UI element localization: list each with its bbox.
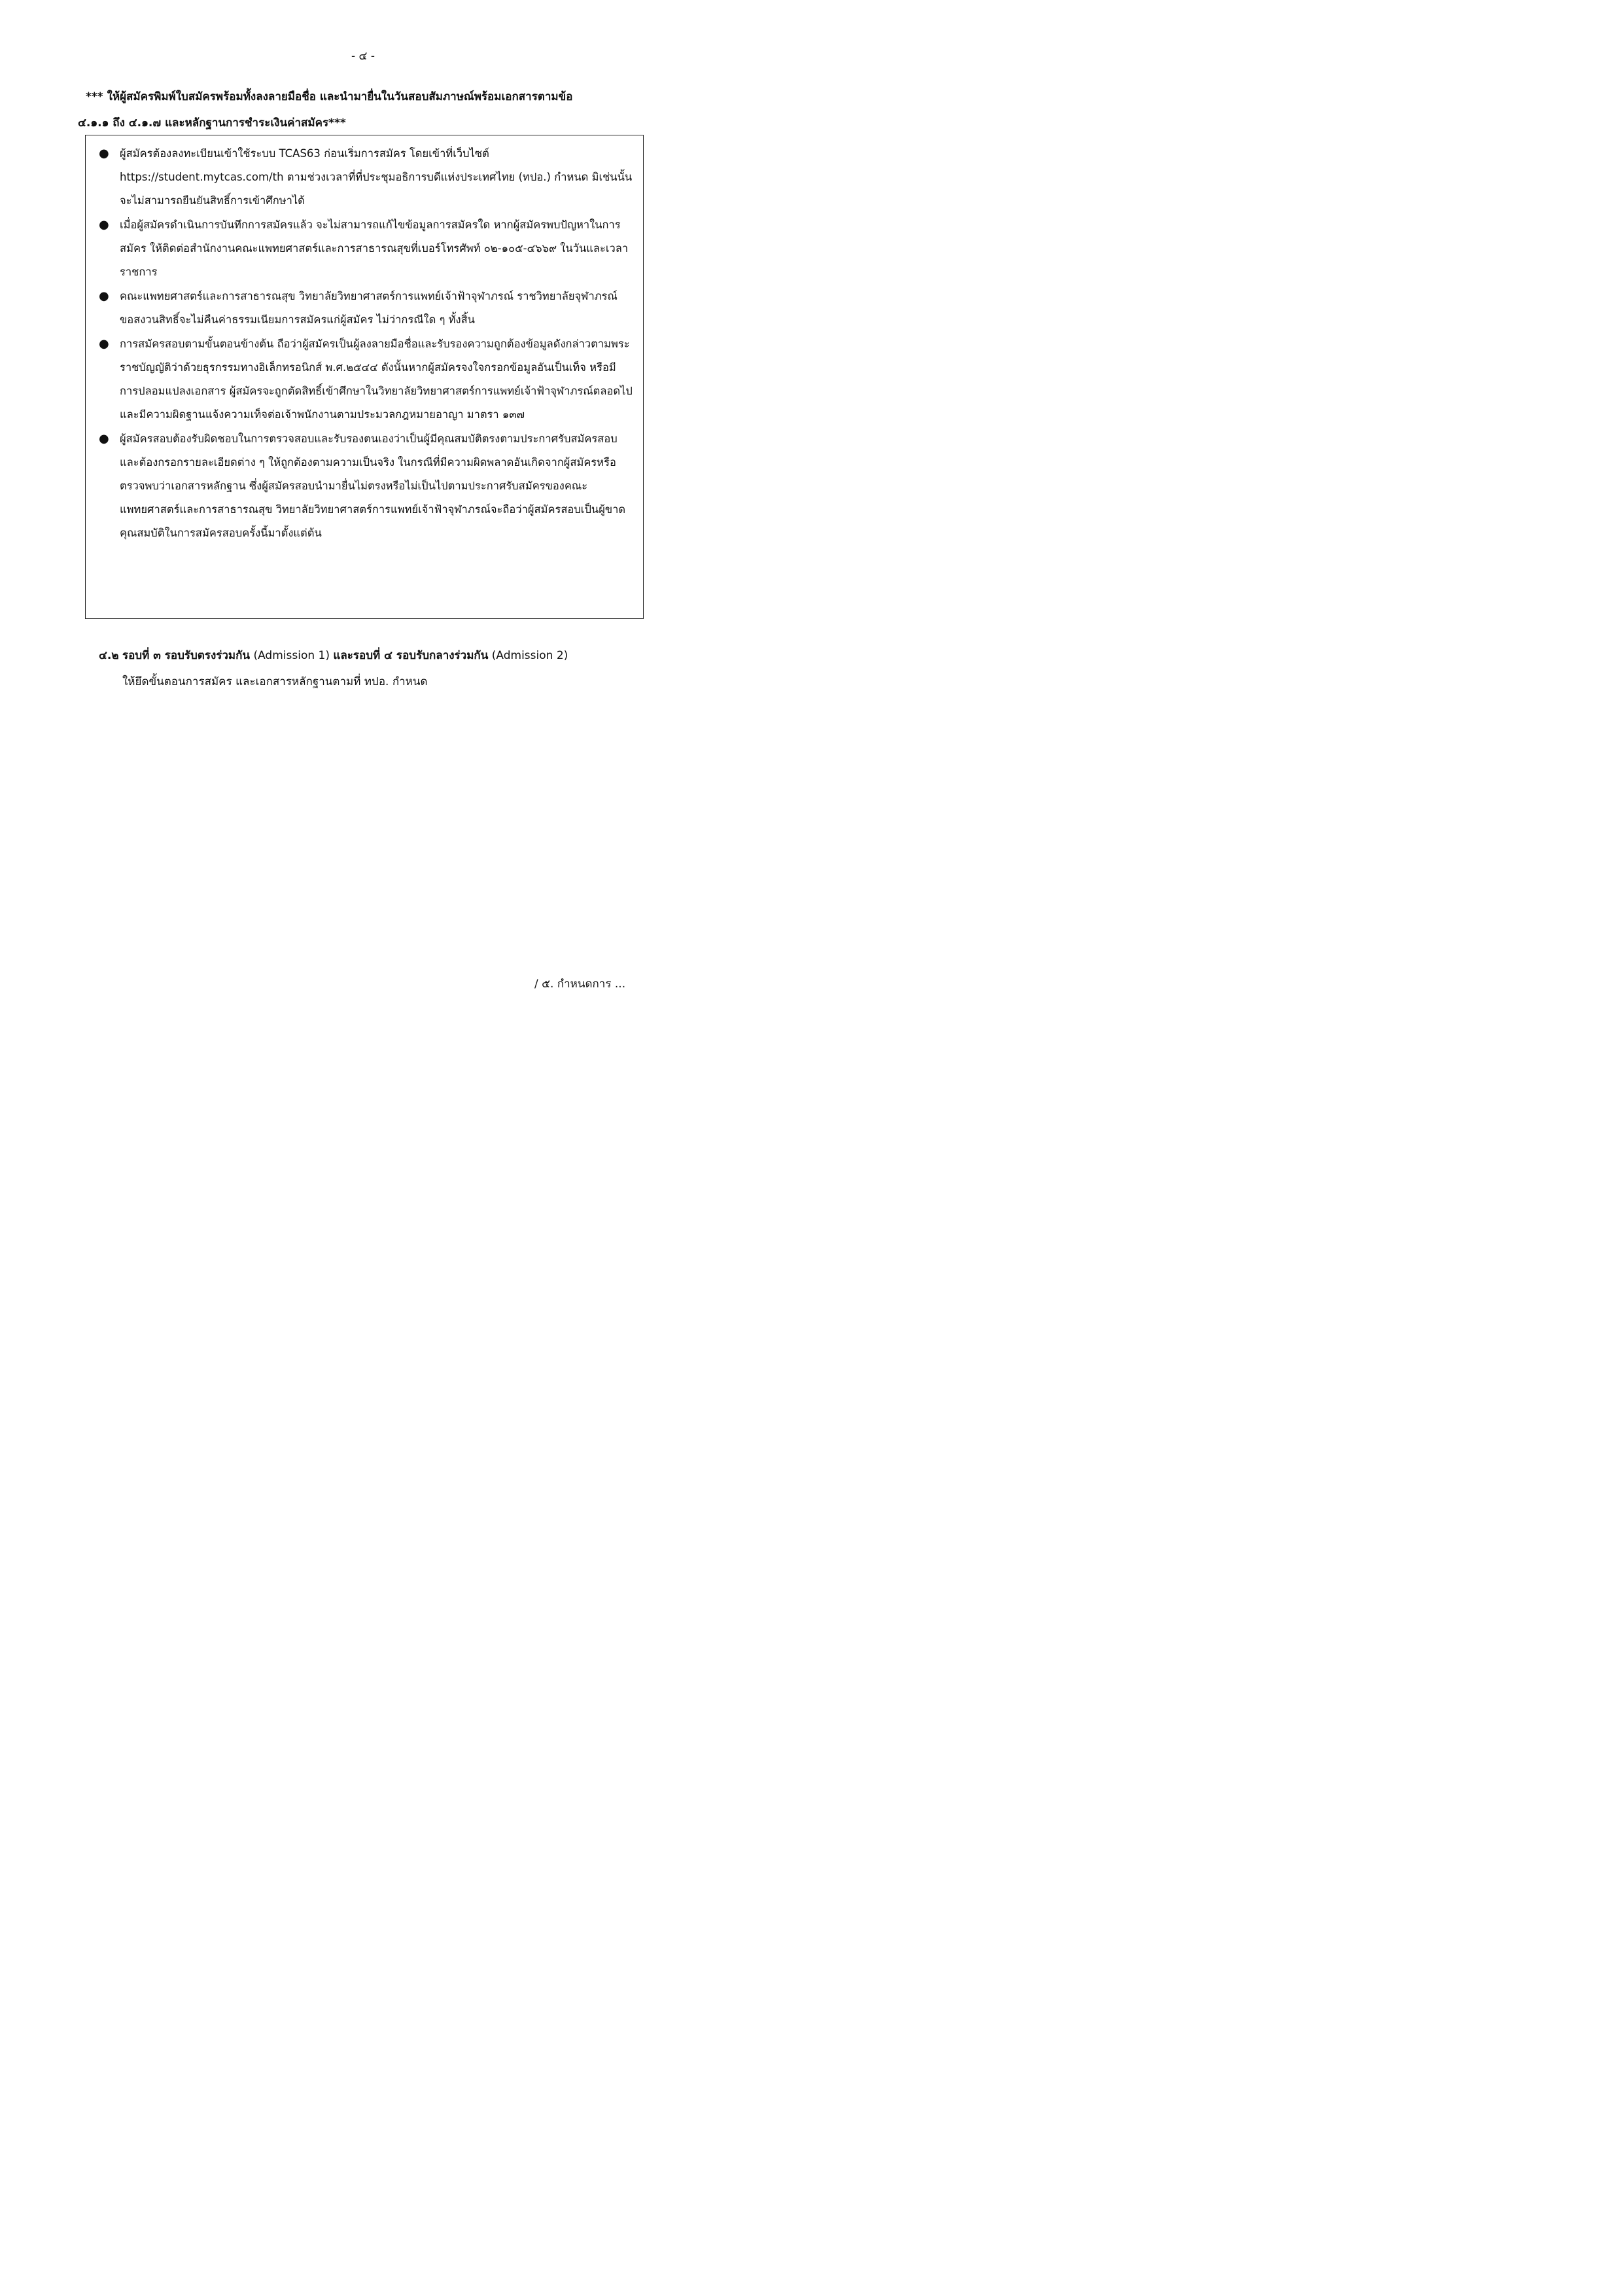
notice-item-e-transactions xyxy=(99,332,634,427)
notice-text: ผู้สมัครสอบต้องรับผิดชอบในการตรวจสอบและรับรองตนเองว่าเป็นผู้มีคุณสมบัติตรงตามประกาศรับสมัครสอบและต้องกรอกรายละเอียดต่าง ๆ ให้ถูกต้องตามความเป็นจริง ในกรณีที่มีความผิดพลาดอันเกิดจากผู้สมัครหรือตรวจพบว่าเอกสารหลักฐาน ซึ่งผู้สมัครสอบนำมายื่นไม่ตรงหรือไม่เป็นไปตามประกาศรับสมัครของคณะแพทยศาสตร์และการสาธารณสุข วิทยาลัยวิทยาศาสตร์การแพทย์เจ้าฟ้าจุฬาภรณ์จะถือว่าผู้สมัครสอบเป็นผู้ขาดคุณสมบัติในการสมัครสอบครั้งนี้มาตั้งแต่ต้น xyxy=(120,433,626,539)
footer-continuation: / ๕. กำหนดการ ... xyxy=(534,978,626,991)
page-number: - ๔ - xyxy=(351,50,375,63)
section-number: ๔.๒ xyxy=(99,649,119,662)
notice-item-responsibility xyxy=(99,427,634,545)
bullet-icon: ● xyxy=(99,218,109,232)
intro-note xyxy=(78,84,655,136)
bullet-icon: ● xyxy=(99,337,109,351)
notice-box xyxy=(85,135,644,619)
bullet-icon: ● xyxy=(99,289,109,303)
round3-label: รอบที่ ๓ รอบรับตรงร่วมกัน xyxy=(122,649,251,662)
intro-note-line2: ๔.๑.๑ ถึง ๔.๑.๗ และหลักฐานการชำระเงินค่าสมัคร*** xyxy=(78,116,346,130)
round4-name: (Admission 2) xyxy=(491,649,568,662)
round3-name: (Admission 1) xyxy=(253,649,330,662)
round4-label: และรอบที่ ๔ รอบรับกลางร่วมกัน xyxy=(333,649,489,662)
notice-list xyxy=(86,135,643,545)
notice-item-no-refund xyxy=(99,285,634,332)
bullet-icon: ● xyxy=(99,147,109,160)
notice-text: เมื่อผู้สมัครดำเนินการบันทึกการสมัครแล้ว จะไม่สามารถแก้ไขข้อมูลการสมัครใด หากผู้สมัครพบปัญหาในการสมัคร ให้ติดต่อสำนักงานคณะแพทยศาสตร์และการสาธารณสุขที่เบอร์โทรศัพท์ ๐๒-๑๐๕-๔๖๖๙ ในวันและเวลาราชการ xyxy=(120,219,629,278)
notice-text: คณะแพทยศาสตร์และการสาธารณสุข วิทยาลัยวิทยาศาสตร์การแพทย์เจ้าฟ้าจุฬาภรณ์ ราชวิทยาลัยจุฬาภรณ์ ขอสงวนสิทธิ์จะไม่คืนค่าธรรมเนียมการสมัครแก่ผู้สมัคร ไม่ว่ากรณีใด ๆ ทั้งสิ้น xyxy=(120,290,618,326)
section-4-2-heading xyxy=(99,643,661,669)
notice-text: ผู้สมัครต้องลงทะเบียนเข้าใช้ระบบ TCAS63 ก่อนเริ่มการสมัคร โดยเข้าที่เว็บไซต์ https://student.mytcas.com/th ตามช่วงเวลาที่ที่ประชุมอธิการบดีแห่งประเทศไทย (ทปอ.) กำหนด มิเช่นนั้นจะไม่สามารถยืนยันสิทธิ์การเข้าศึกษาได้ xyxy=(120,147,633,207)
section-4-2 xyxy=(99,643,661,695)
notice-item-registration xyxy=(99,142,634,213)
intro-note-line1: *** ให้ผู้สมัครพิมพ์ใบสมัครพร้อมทั้งลงลายมือชื่อ และนำมายื่นในวันสอบสัมภาษณ์พร้อมเอกสารตามข้อ xyxy=(86,90,573,103)
notice-text: การสมัครสอบตามขั้นตอนข้างต้น ถือว่าผู้สมัครเป็นผู้ลงลายมือชื่อและรับรองความถูกต้องข้อมูลดังกล่าวตามพระราชบัญญัติว่าด้วยธุรกรรมทางอิเล็กทรอนิกส์ พ.ศ.๒๕๔๔ ดังนั้นหากผู้สมัครจงใจกรอกข้อมูลอันเป็นเท็จ หรือมีการปลอมแปลงเอกสาร ผู้สมัครจะถูกตัดสิทธิ์เข้าศึกษาในวิทยาลัยวิทยาศาสตร์การแพทย์เจ้าฟ้าจุฬาภรณ์ตลอดไป และมีความผิดฐานแจ้งความเท็จต่อเจ้าพนักงานตามประมวลกฎหมายอาญา มาตรา ๑๓๗ xyxy=(120,338,633,421)
section-4-2-body: ให้ยึดขั้นตอนการสมัคร และเอกสารหลักฐานตามที่ ทปอ. กำหนด xyxy=(122,675,428,688)
bullet-icon: ● xyxy=(99,432,109,446)
notice-item-no-edit xyxy=(99,213,634,284)
